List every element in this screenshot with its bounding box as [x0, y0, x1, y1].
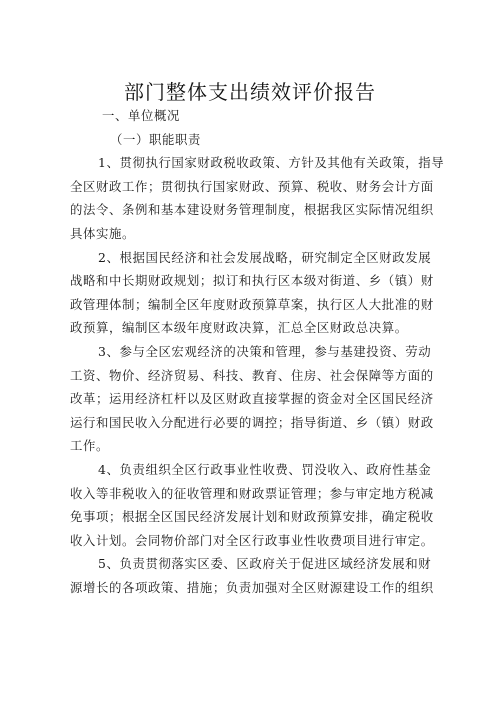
- paragraph-line: 3、参与全区宏观经济的决策和管理，参与基建投资、劳动: [98, 343, 432, 359]
- paragraph-line: 全区财政工作；贯彻执行国家财政、预算、税收、财务会计方面: [70, 178, 434, 194]
- paragraph-3: [70, 340, 436, 458]
- paragraph-line: 工作。: [70, 438, 109, 454]
- paragraph-line: 2、根据国民经济和社会发展战略，研究制定全区财政发展: [98, 249, 432, 265]
- paragraph-line: 运行和国民收入分配进行必要的调控；指导街道、乡（镇）财政: [70, 414, 434, 430]
- paragraph-line: 免事项；根据全区国民经济发展计划和财政预算安排，确定税收: [70, 509, 434, 525]
- document-title: 部门整体支出绩效评价报告: [124, 80, 376, 104]
- paragraph-1: [70, 151, 445, 245]
- paragraph-2: [70, 246, 436, 340]
- paragraph-5: [70, 552, 436, 599]
- paragraph-line: 战略和中长期财政规划；拟订和执行区本级对街道、乡（镇）财: [70, 273, 434, 289]
- paragraph-line: 5、负责贯彻落实区委、区政府关于促进区域经济发展和财: [98, 556, 432, 572]
- paragraph-line: 政预算，编制区本级年度财政决算，汇总全区财政总决算。: [70, 320, 408, 336]
- paragraph-line: 工资、物价、经济贸易、科技、教育、住房、社会保障等方面的: [70, 367, 434, 383]
- section-heading: 一、单位概况: [102, 108, 180, 123]
- paragraph-line: 源增长的各项政策、措施；负责加强对全区财源建设工作的组织: [70, 579, 434, 595]
- paragraph-line: 具体实施。: [70, 225, 135, 241]
- subsection-heading: （一）职能职责: [110, 131, 201, 147]
- paragraph-line: 改革；运用经济杠杆以及区财政直接掌握的资金对全区国民经济: [70, 391, 434, 407]
- paragraph-line: 政管理体制；编制全区年度财政预算草案，执行区人大批准的财: [70, 296, 434, 312]
- document-body: [70, 104, 445, 599]
- paragraph-line: 1、贯彻执行国家财政税收政策、方针及其他有关政策，指导: [98, 155, 445, 171]
- paragraph-line: 收入等非税收入的征收管理和财政票证管理；参与审定地方税减: [70, 485, 434, 501]
- paragraph-line: 4、负责组织全区行政事业性收费、罚没收入、政府性基金: [98, 461, 432, 477]
- paragraph-4: [70, 458, 436, 552]
- paragraph-line: 收入计划。会同物价部门对全区行政事业性收费项目进行审定。: [70, 532, 434, 548]
- paragraph-line: 的法令、条例和基本建设财务管理制度，根据我区实际情况组织: [70, 202, 434, 218]
